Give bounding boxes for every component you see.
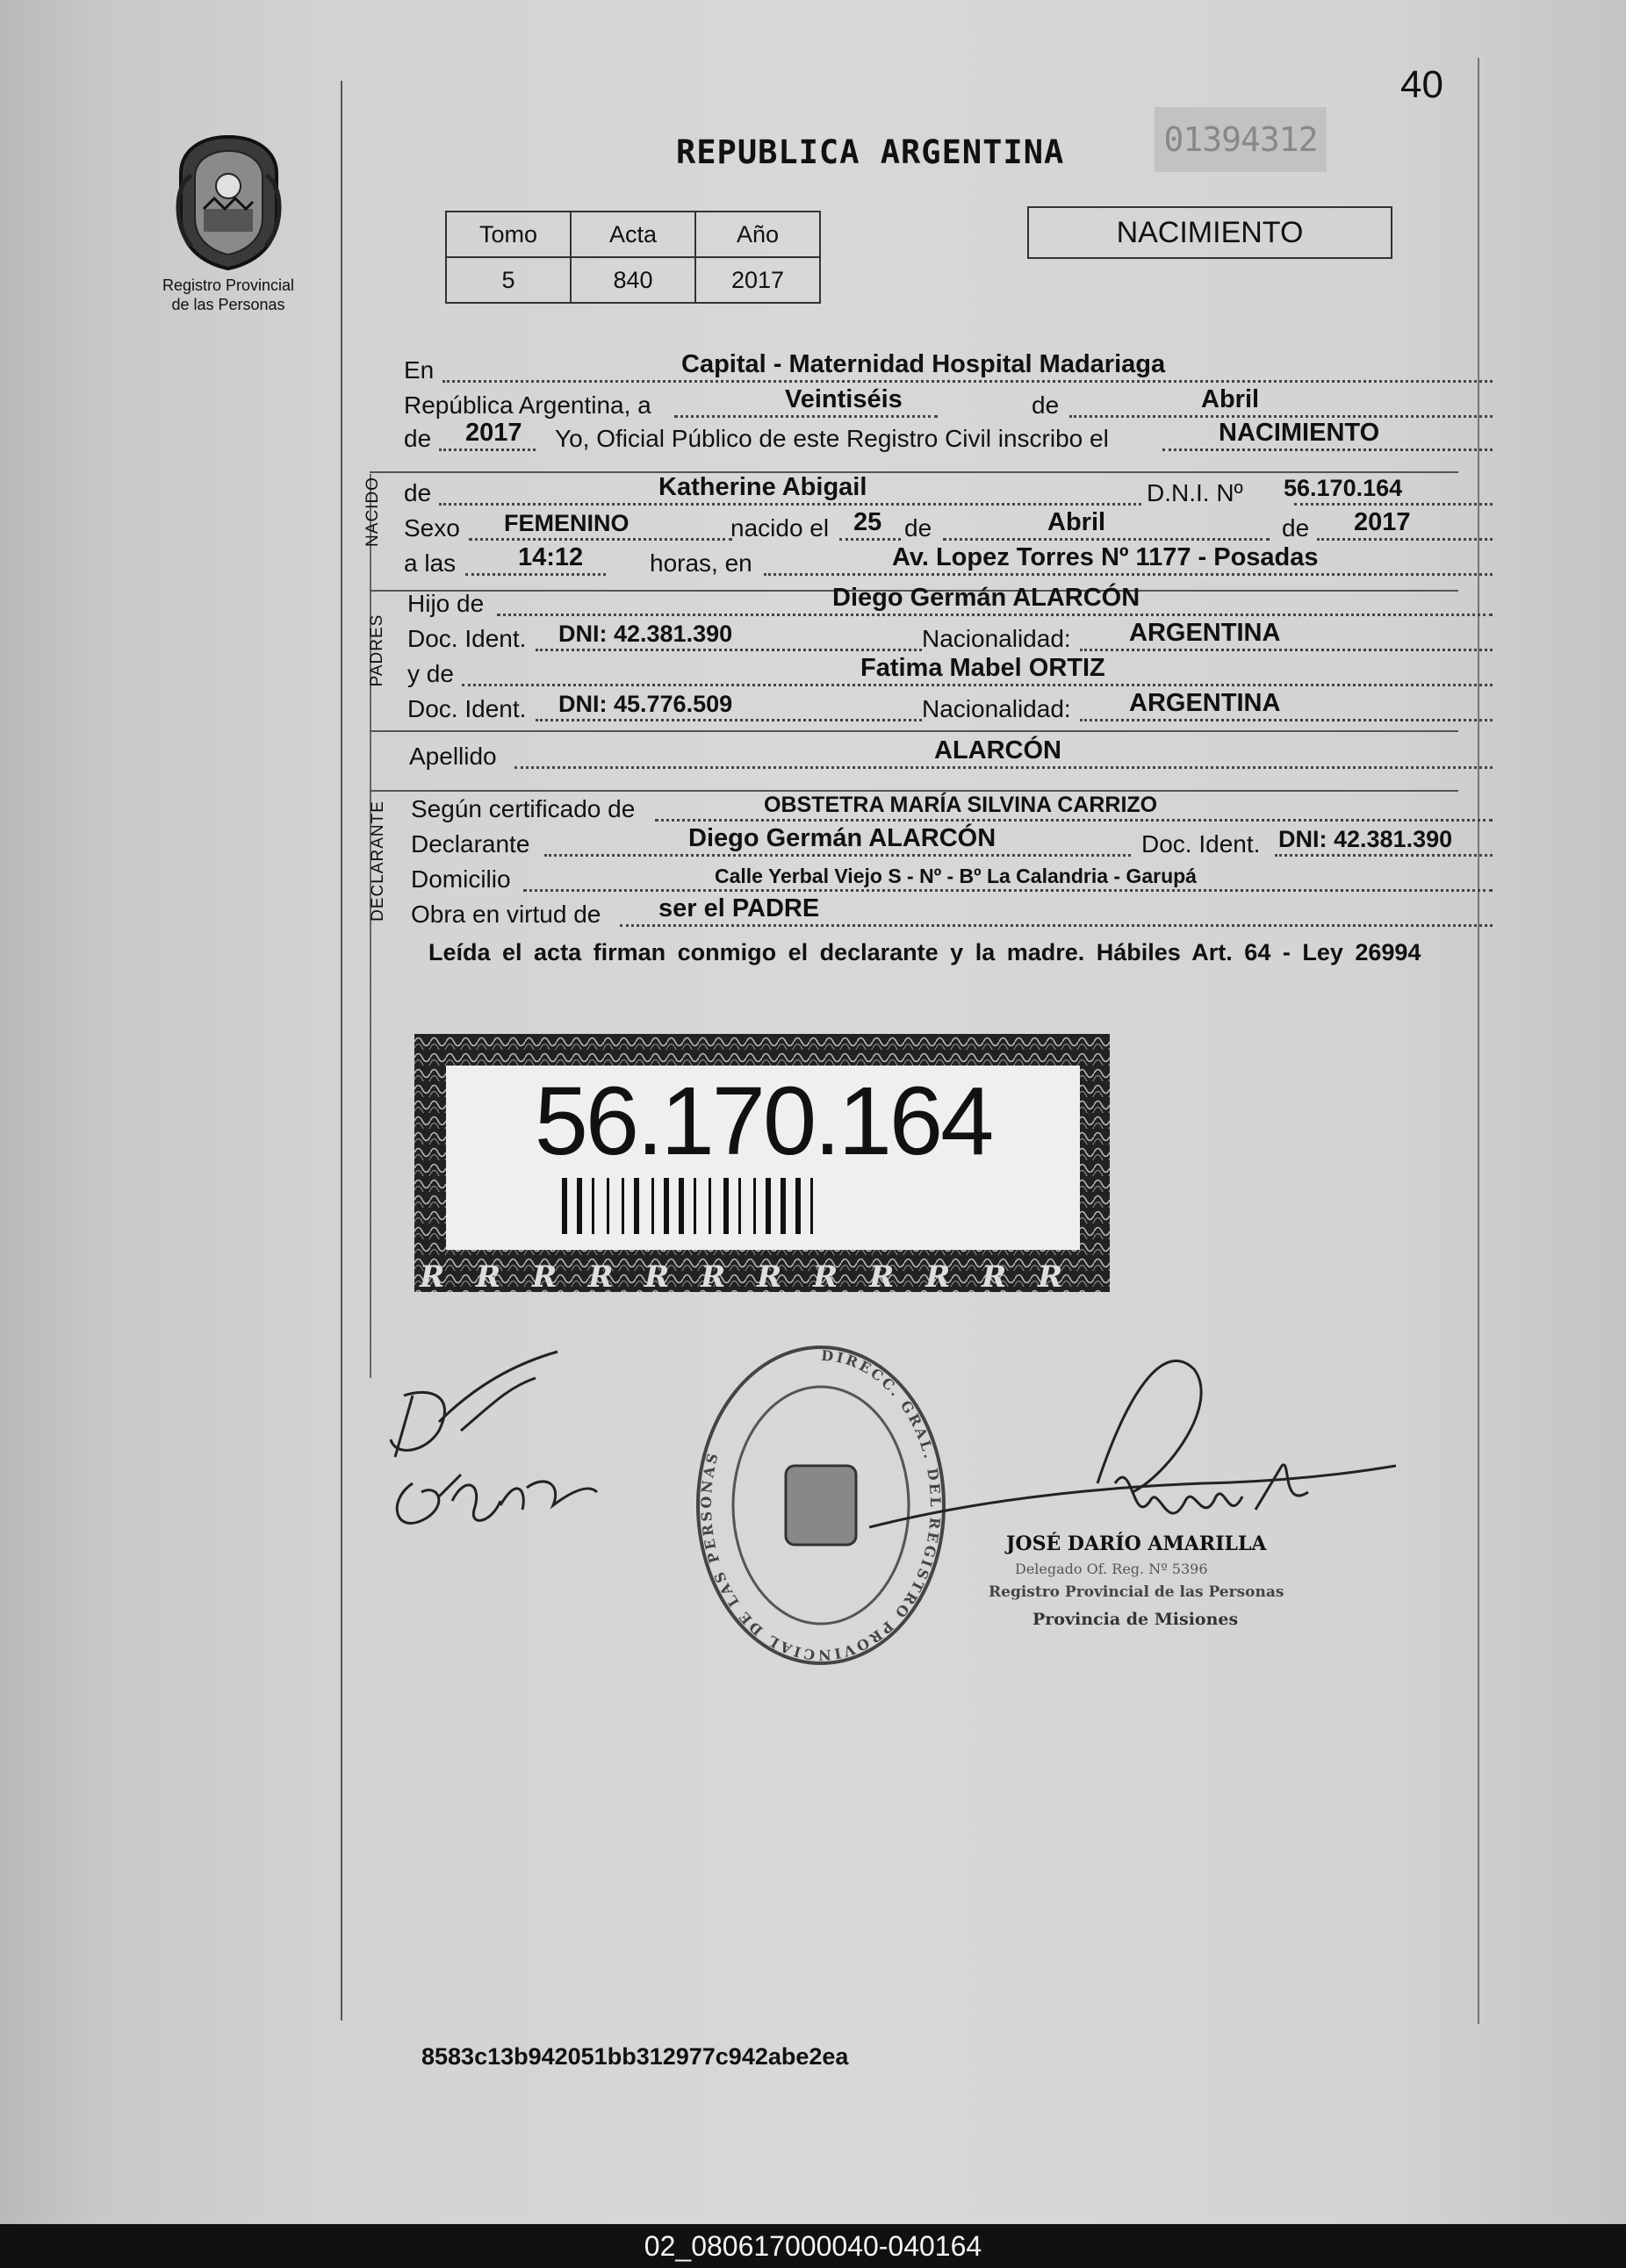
dotted-line xyxy=(620,924,1493,927)
father-name: Diego Germán ALARCÓN xyxy=(832,584,1140,612)
nacido-row-3 xyxy=(404,544,1457,581)
mother-doc: DNI: 45.776.509 xyxy=(558,691,733,717)
table-cell: 840 xyxy=(571,257,695,303)
svg-text:R: R xyxy=(869,1260,895,1292)
document-hash: 8583c13b942051bb312977c942abe2ea xyxy=(421,2043,849,2070)
doc-label: Doc. Ident. xyxy=(407,695,527,722)
padres-row-3 xyxy=(404,655,1457,692)
dotted-line xyxy=(764,573,1493,576)
svg-text:R: R xyxy=(701,1260,726,1292)
dotted-line xyxy=(469,538,732,541)
child-name: Katherine Abigail xyxy=(658,473,867,501)
table-cell: 2017 xyxy=(695,257,820,303)
padres-section-label: PADRES xyxy=(368,614,386,687)
hijo-label: Hijo de xyxy=(407,590,485,617)
svg-text:R: R xyxy=(813,1260,838,1292)
de-label: de xyxy=(404,425,432,452)
svg-text:R: R xyxy=(925,1260,951,1292)
domicilio-label: Domicilio xyxy=(411,865,511,893)
cert-value: OBSTETRA MARÍA SILVINA CARRIZO xyxy=(764,793,1158,817)
father-nationality: ARGENTINA xyxy=(1129,619,1281,647)
official-name: JOSÉ DARÍO AMARILLA xyxy=(1006,1532,1267,1555)
svg-text:R: R xyxy=(757,1260,782,1292)
right-margin-line xyxy=(1478,58,1479,2024)
domicilio-value: Calle Yerbal Viejo S - Nº - Bº La Calandria - Garupá xyxy=(715,865,1197,887)
dotted-line xyxy=(943,538,1270,541)
dotted-line xyxy=(536,719,922,721)
padres-row-1 xyxy=(404,585,1457,621)
declarante-row-1 xyxy=(404,790,1457,827)
svg-text:R: R xyxy=(420,1260,445,1292)
dotted-line xyxy=(465,573,606,576)
month-value: Abril xyxy=(1201,385,1260,413)
sexo-label: Sexo xyxy=(404,514,460,542)
intro-row-3 xyxy=(404,420,1457,456)
table-header: Tomo xyxy=(446,212,571,257)
dotted-line xyxy=(674,415,938,418)
svg-text:R: R xyxy=(588,1260,614,1292)
de-label: de xyxy=(904,514,932,542)
footer-code: 02_080617000040-040164 xyxy=(0,2224,1626,2268)
page-number: 40 xyxy=(1400,63,1443,106)
official-title: Delegado Of. Reg. Nº 5396 xyxy=(1015,1561,1208,1577)
inscribed-value: NACIMIENTO xyxy=(1219,419,1380,447)
dotted-line xyxy=(439,449,536,451)
cert-label: Según certificado de xyxy=(411,795,636,822)
alas-label: a las xyxy=(404,549,457,577)
birth-address: Av. Lopez Torres Nº 1177 - Posadas xyxy=(892,543,1319,571)
mother-nationality: ARGENTINA xyxy=(1129,689,1281,717)
declarante-name: Diego Germán ALARCÓN xyxy=(688,824,996,852)
logo-caption-line2: de las Personas xyxy=(171,296,285,313)
en-label: En xyxy=(404,356,435,384)
dotted-line xyxy=(1162,449,1493,451)
left-margin-line xyxy=(341,81,342,2020)
svg-text:R: R xyxy=(532,1260,558,1292)
declarante-doc: DNI: 42.381.390 xyxy=(1278,826,1453,852)
horas-label: horas, en xyxy=(650,549,752,577)
stamp-outer-text: DIRECC. GRAL. DEL REGISTRO PROVINCIAL DE LAS PERSONAS xyxy=(697,1346,945,1664)
declarante-row-3 xyxy=(404,860,1457,897)
dotted-line xyxy=(839,538,901,541)
dotted-line xyxy=(514,766,1493,769)
apellido-row xyxy=(404,737,1457,774)
de-label: de xyxy=(1282,514,1310,542)
dotted-line xyxy=(1080,719,1493,721)
dni-card-number: 56.170.164 xyxy=(534,1067,992,1175)
section-divider xyxy=(370,471,1458,473)
dotted-line xyxy=(536,649,922,651)
table-header: Año xyxy=(695,212,820,257)
obra-label: Obra en virtud de xyxy=(411,901,601,928)
nacionalidad-label: Nacionalidad: xyxy=(922,695,1071,722)
official-office: Registro Provincial de las Personas xyxy=(989,1583,1284,1601)
dotted-line xyxy=(442,380,1493,383)
declarant-signature xyxy=(378,1343,606,1545)
dotted-line xyxy=(1080,649,1493,651)
child-dni: 56.170.164 xyxy=(1284,475,1403,501)
table-header: Acta xyxy=(571,212,695,257)
logo-caption-line1: Registro Provincial xyxy=(162,276,295,294)
nacido-row-1 xyxy=(404,474,1457,511)
day-value: Veintiséis xyxy=(785,385,903,413)
birth-day: 25 xyxy=(853,508,882,536)
nacido-row-2 xyxy=(404,509,1457,546)
nacionalidad-label: Nacionalidad: xyxy=(922,625,1071,652)
obra-value: ser el PADRE xyxy=(658,894,820,922)
place-value: Capital - Maternidad Hospital Madariaga xyxy=(681,350,1166,378)
dotted-line xyxy=(497,614,1493,616)
svg-text:R: R xyxy=(644,1260,670,1292)
nacido-label: nacido el xyxy=(730,514,830,542)
province-shield-icon xyxy=(165,132,292,272)
dotted-line xyxy=(655,819,1493,822)
dni-label: D.N.I. Nº xyxy=(1147,479,1243,506)
dotted-line xyxy=(1317,538,1493,541)
de-label: de xyxy=(1032,391,1060,419)
mother-name: Fatima Mabel ORTIZ xyxy=(860,654,1105,682)
declarante-row-4 xyxy=(404,895,1457,932)
country-title: REPUBLICA ARGENTINA xyxy=(676,133,1065,171)
table-cell: 5 xyxy=(446,257,571,303)
intro-row-2 xyxy=(404,386,1457,423)
de-label: de xyxy=(404,479,432,506)
padres-row-2 xyxy=(404,620,1457,657)
yde-label: y de xyxy=(407,660,454,687)
father-doc: DNI: 42.381.390 xyxy=(558,621,733,647)
dotted-line xyxy=(1275,854,1493,857)
serial-number: 01394312 xyxy=(1155,107,1327,172)
apellido-label: Apellido xyxy=(409,743,497,770)
intro-row-1 xyxy=(404,351,1457,388)
official-text: Yo, Oficial Público de este Registro Civil inscribo el xyxy=(555,425,1109,452)
svg-text:R: R xyxy=(1038,1260,1063,1292)
dotted-line xyxy=(544,854,1131,857)
svg-text:R: R xyxy=(476,1260,501,1292)
republica-label: República Argentina, a xyxy=(404,391,651,419)
declarante-row-2 xyxy=(404,825,1457,862)
birth-month: Abril xyxy=(1047,508,1106,536)
official-province: Provincia de Misiones xyxy=(1032,1610,1239,1629)
padres-row-4 xyxy=(404,690,1457,727)
section-divider xyxy=(370,730,1458,732)
doc-label: Doc. Ident. xyxy=(407,625,527,652)
nacido-section-label: NACIDO xyxy=(363,477,382,547)
year-value: 2017 xyxy=(465,419,522,447)
dotted-line xyxy=(523,889,1493,892)
logo-caption xyxy=(140,276,316,314)
svg-text:R: R xyxy=(982,1260,1007,1292)
closing-text: Leída el acta firman conmigo el declarante y la madre. Hábiles Art. 64 - Ley 26994 xyxy=(428,939,1421,965)
dotted-line xyxy=(439,503,1141,506)
birth-time: 14:12 xyxy=(518,543,584,571)
dotted-line xyxy=(1069,415,1493,418)
registry-table xyxy=(445,211,821,304)
declarante-section-label: DECLARANTE xyxy=(369,800,387,922)
declarante-label: Declarante xyxy=(411,830,530,858)
birth-year: 2017 xyxy=(1354,508,1411,536)
apellido-value: ALARCÓN xyxy=(934,736,1061,764)
sexo-value: FEMENINO xyxy=(504,510,630,536)
dotted-line xyxy=(462,684,1493,686)
record-type-box: NACIMIENTO xyxy=(1027,206,1392,259)
dotted-line xyxy=(1294,503,1493,506)
doc-label: Doc. Ident. xyxy=(1141,830,1261,858)
